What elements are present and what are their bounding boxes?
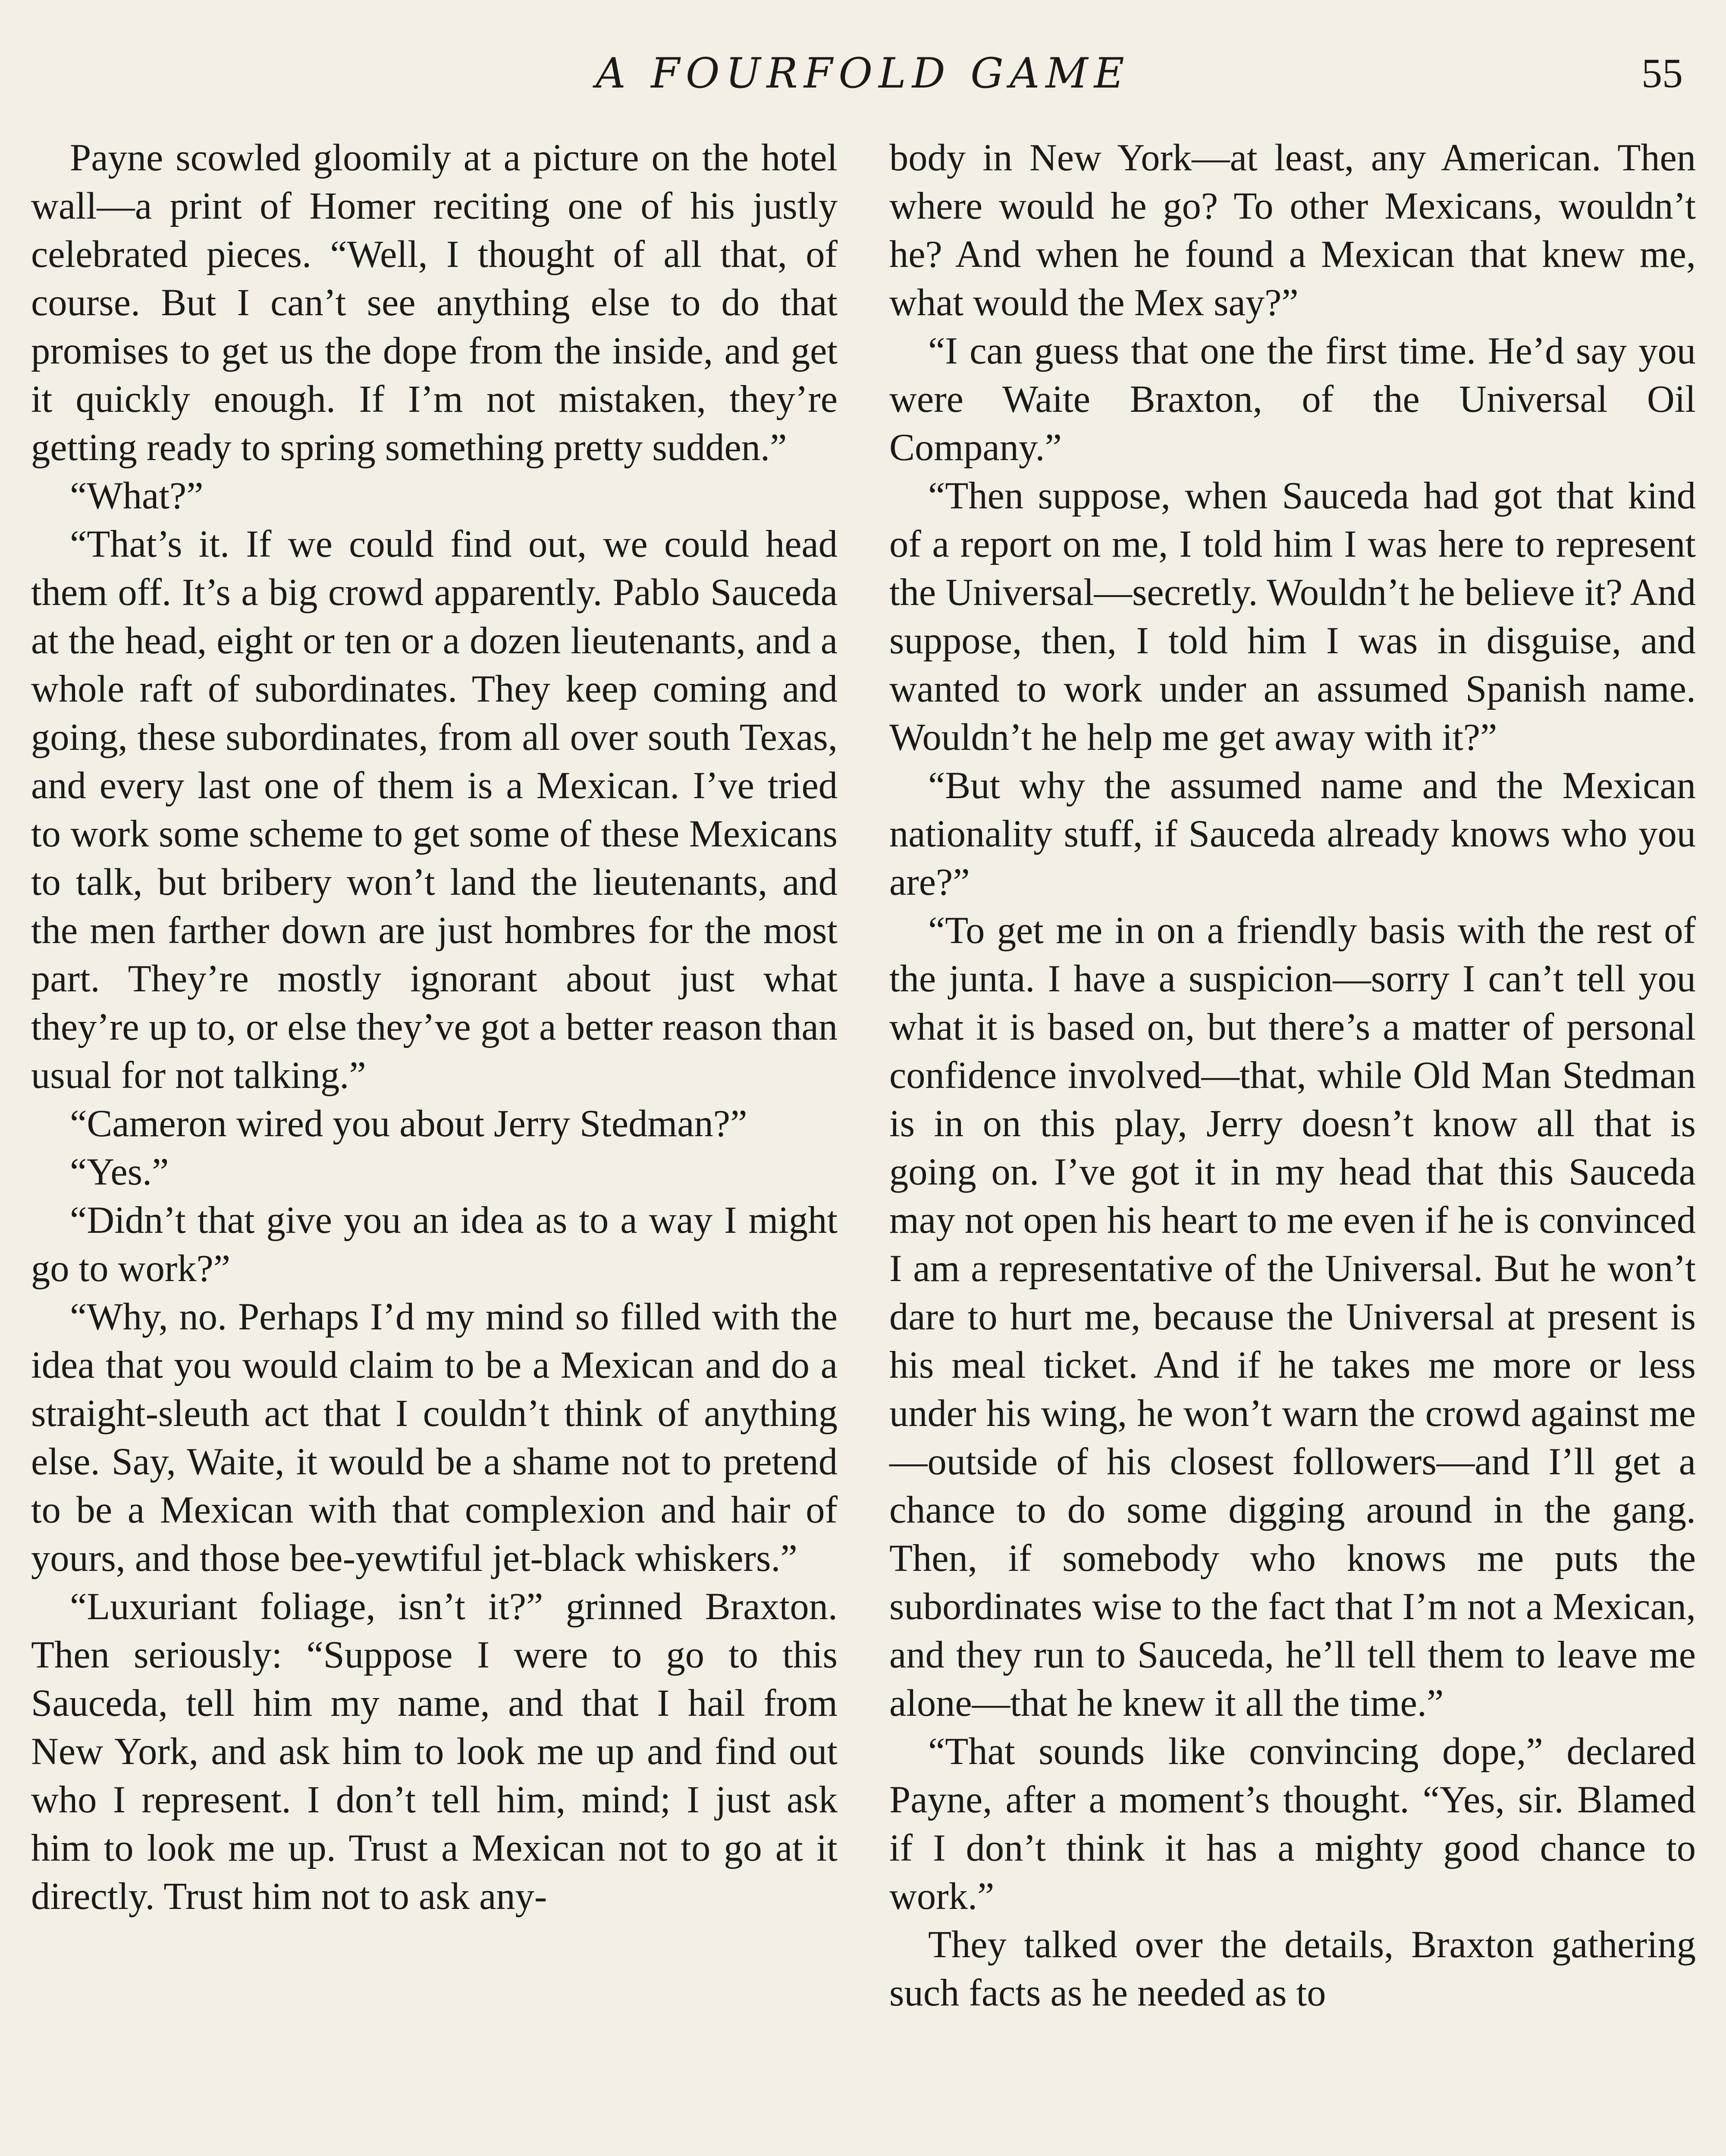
paragraph: “To get me in on a friendly basis with the rest of the junta. I have a suspicion—sorry I can’t tell you what it is based on, but there’s a matter of personal confidence involved—that, while Old Man Stedman is in on this play, Jerry doesn’t know all that is going on. I’ve got it in my head that this Sauceda may not open his heart to me even if he is convinced I am a representative of the Universal. But he won’t dare to hurt me, because the Universal at present is his meal ticket. And if he takes me more or less under his wing, he won’t warn the crowd against me—outside of his closest followers—and I’ll get a chance to do some digging around in the gang. Then, if somebody who knows me puts the subordinates wise to the fact that I’m not a Mexican, and they run to Sauceda, he’ll tell them to leave me alone—that he knew it all the time.” [889, 909, 1696, 1724]
continued-paragraph: body in New York—at least, any American. Then where would he go? To other Mexicans, wouldn’t he? And when he found a Mexican that knew me, what would the Mex say?” [889, 137, 1696, 324]
paragraph: They talked over the details, Braxton gathering such facts as he needed as to [889, 1924, 1696, 2014]
paragraph: “Then suppose, when Sauceda had got that kind of a report on me, I told him I was here to represent the Universal—secretly. Wouldn’t he believe it? And suppose, then, I told him I was in disguise, and wanted to work under an assumed Spanish name. Wouldn’t he help me get away with it?” [889, 475, 1696, 758]
paragraph: “Luxuriant foliage, isn’t it?” grinned Braxton. Then seriously: “Suppose I were to go to this Sauceda, tell him my name, and that I hail from New York, and ask him to look me up and find out who I represent. I don’t tell him, mind; I just ask him to look me up. Trust a Mexican not to go at it directly. Trust him not to ask any- [31, 1586, 838, 1918]
paragraph: “That’s it. If we could find out, we could head them off. It’s a big crowd apparently. Pablo Sauceda at the head, eight or ten or a dozen lieutenants, and a whole raft of subordinates. They keep coming and going, these subordinates, from all over south Texas, and every last one of them is a Mexican. I’ve tried to work some scheme to get some of these Mexicans to talk, but bribery won’t land the lieutenants, and the men farther down are just hombres for the most part. They’re mostly ignorant about just what they’re up to, or else they’ve got a better reason than usual for not talking.” [31, 523, 838, 1097]
running-title: A FOURFOLD GAME [596, 49, 1130, 97]
running-header [0, 43, 1726, 103]
paragraph: “Didn’t that give you an idea as to a way I might go to work?” [31, 1199, 838, 1290]
paragraph: “That sounds like convincing dope,” declared Payne, after a moment’s thought. “Yes, sir. Blamed if I don’t think it has a mighty good chance to work.” [889, 1730, 1696, 1918]
paragraph: “What?” [70, 475, 204, 517]
paragraph: “Yes.” [70, 1151, 169, 1193]
left-column [31, 134, 838, 1921]
right-column [889, 134, 1696, 2017]
paragraph: Payne scowled gloomily at a picture on the hotel wall—a print of Homer reciting one of his justly celebrated pieces. “Well, I thought of all that, of course. But I can’t see anything else to do that promises to get us the dope from the inside, and get it quickly enough. If I’m not mistaken, they’re getting ready to spring something pretty sudden.” [31, 137, 838, 469]
paragraph: “Cameron wired you about Jerry Stedman?” [70, 1103, 747, 1145]
paragraph: “I can guess that one the first time. He’d say you were Waite Braxton, of the Universal Oil Company.” [889, 330, 1696, 469]
paragraph: “Why, no. Perhaps I’d my mind so filled with the idea that you would claim to be a Mexican and do a straight-sleuth act that I couldn’t think of anything else. Say, Waite, it would be a shame not to pretend to be a Mexican with that complexion and hair of yours, and those bee-yewtiful jet-black whiskers.” [31, 1296, 838, 1579]
page-number: 55 [1641, 50, 1683, 96]
paragraph: “But why the assumed name and the Mexican nationality stuff, if Sauceda already knows who you are?” [889, 765, 1696, 903]
